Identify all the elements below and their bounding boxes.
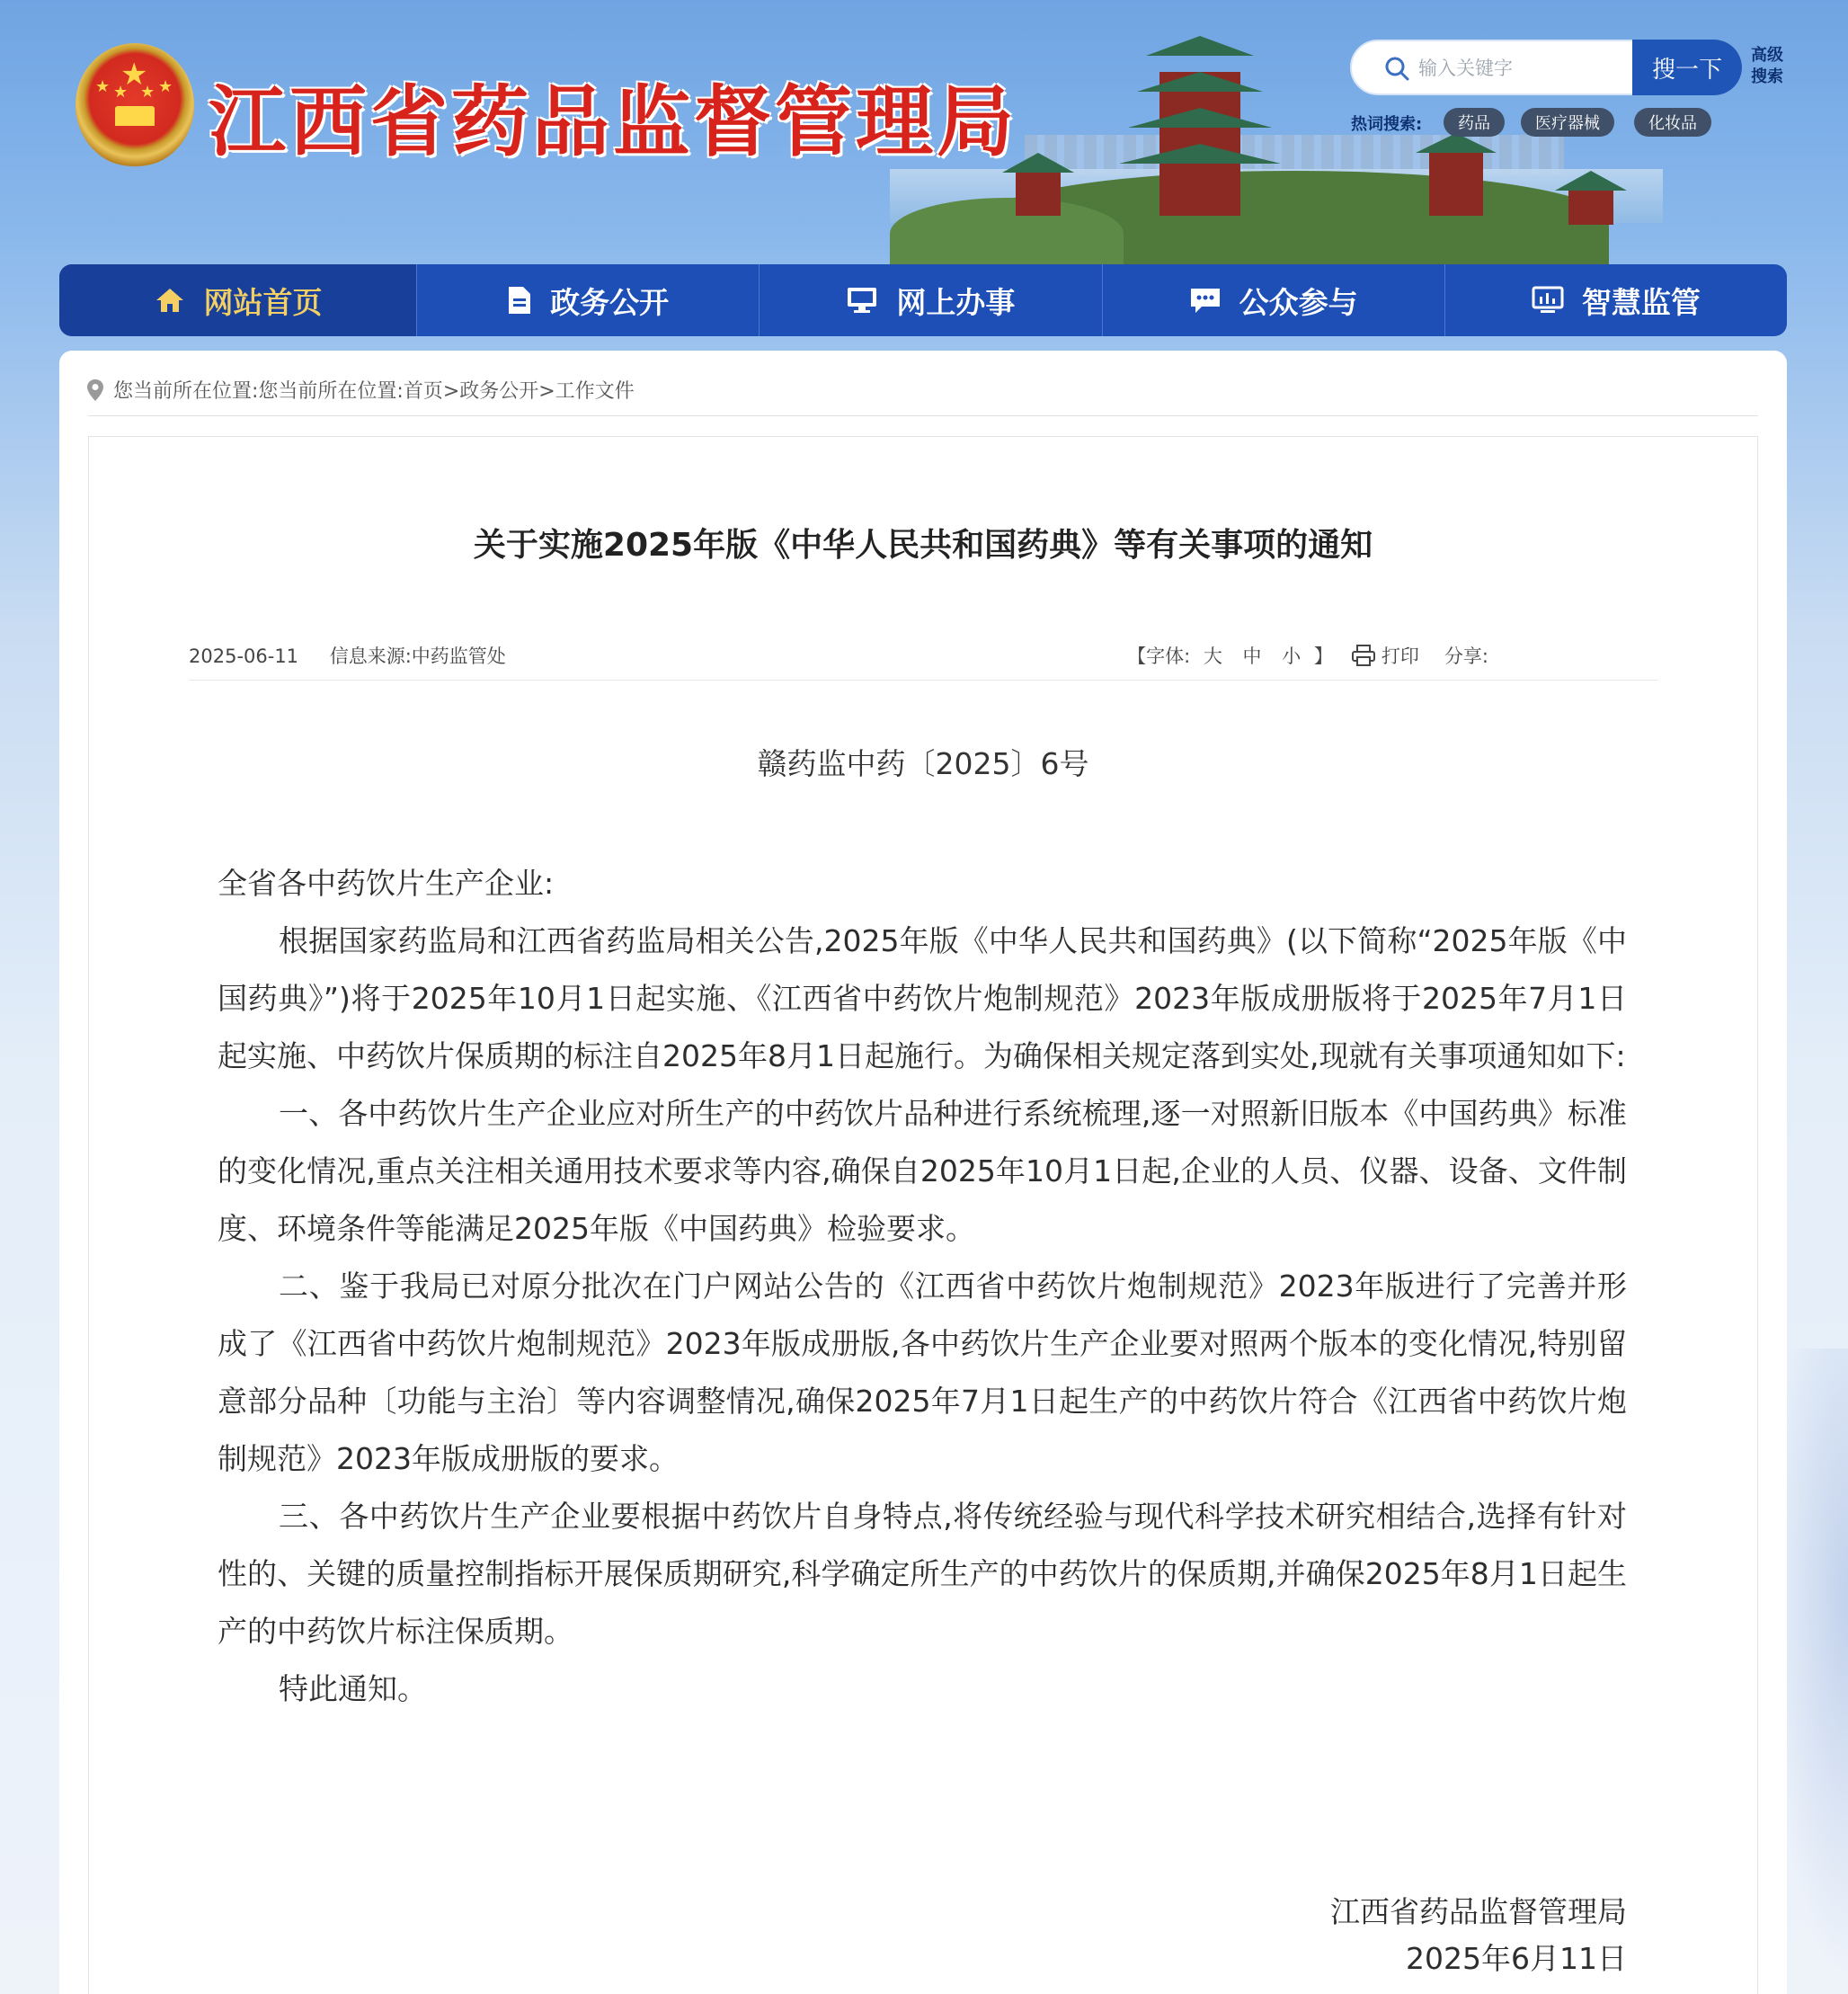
article-meta <box>189 642 1657 678</box>
site-header <box>0 0 1848 265</box>
nav-home[interactable] <box>59 264 417 336</box>
nav-label: 智慧监管 <box>1581 284 1701 320</box>
breadcrumb <box>86 376 635 404</box>
font-size-medium[interactable]: 中 <box>1242 645 1262 667</box>
chat-icon <box>1189 286 1222 315</box>
search-input[interactable] <box>1418 50 1625 86</box>
document-number: 赣药监中药〔2025〕6号 <box>757 746 1089 781</box>
site-title[interactable]: 江西省药品监督管理局 <box>209 77 1017 167</box>
salutation: 全省各中药饮片生产企业: <box>218 866 555 901</box>
paragraph: 二、鉴于我局已对原分批次在门户网站公告的《江西省中药饮片炮制规范》2023年版进行了完善并形成了《江西省中药饮片炮制规范》2023年版成册版,各中药饮片生产企业要对照两个版本的变化情况,特别留意部分品种〔功能与主治〕等内容调整情况,确保2025年7月1日起生产的中药饮片符合《江西省中药饮片炮制规范》2023年版成册版的要求。 <box>218 1269 1627 1476</box>
nav-label: 政务公开 <box>550 284 670 320</box>
paragraph: 三、各中药饮片生产企业要根据中药饮片自身特点,将传统经验与现代科学技术研究相结合,选择有针对性的、关键的质量控制指标开展保质期研究,科学确定所生产的中药饮片的保质期,并确保2025年8月1日起生产的中药饮片标注保质期。 <box>218 1499 1628 1649</box>
nav-label: 网站首页 <box>203 284 323 320</box>
emblem-gate <box>115 106 155 126</box>
font-size-switcher <box>1127 642 1333 669</box>
share-label: 分享: <box>1444 645 1488 667</box>
dashboard-icon <box>1532 286 1564 315</box>
star-icon: ★ <box>113 83 129 102</box>
document-icon <box>507 285 532 316</box>
font-size-large[interactable]: 大 <box>1203 645 1222 667</box>
signature-org: 江西省药品监督管理局 <box>1330 1894 1627 1929</box>
nav-label: 网上办事 <box>896 284 1016 320</box>
nav-public-participation[interactable] <box>1103 264 1445 336</box>
hot-search-label: 热词搜索: <box>1351 115 1423 134</box>
search-button[interactable]: 搜一下 <box>1632 40 1742 95</box>
hot-tag-drugs[interactable]: 药品 <box>1444 108 1505 137</box>
nav-government-affairs[interactable] <box>417 264 760 336</box>
advanced-search-link[interactable]: 高级搜索 <box>1751 46 1783 86</box>
national-emblem-icon <box>76 43 194 167</box>
font-size-small[interactable]: 小 <box>1282 645 1302 667</box>
nav-online-services[interactable] <box>760 264 1102 336</box>
star-icon: ★ <box>140 83 155 102</box>
monitor-icon <box>846 286 878 315</box>
paragraph: 根据国家药监局和江西省药监局相关公告,2025年版《中华人民共和国药典》(以下简称“2025年版《中国药典》”)将于2025年10月1日起实施、《江西省中药饮片炮制规范》2023年版成册版将于2025年7月1日起实施、中药饮片保质期的标注自2025年8月1日起施行。为确保相关规定落到实处,现就有关事项通知如下: <box>218 923 1627 1073</box>
divider <box>189 680 1657 681</box>
hot-tag-medical-devices[interactable]: 医疗器械 <box>1521 108 1614 137</box>
breadcrumb-text[interactable]: 您当前所在位置:您当前所在位置:首页>政务公开>工作文件 <box>113 380 635 403</box>
search-icon <box>1384 56 1409 81</box>
print-label: 打印 <box>1381 645 1419 667</box>
divider <box>88 415 1758 416</box>
hot-tag-cosmetics[interactable]: 化妆品 <box>1634 108 1711 137</box>
printer-icon <box>1351 644 1376 667</box>
star-icon: ★ <box>158 77 173 96</box>
closing-line: 特此通知。 <box>279 1671 427 1706</box>
nav-smart-supervision[interactable] <box>1445 264 1787 336</box>
home-icon <box>154 286 186 315</box>
signature-date: 2025年6月11日 <box>1406 1941 1627 1976</box>
paragraph: 一、各中药饮片生产企业应对所生产的中药饮片品种进行系统梳理,逐一对照新旧版本《中国药典》标准的变化情况,重点关注相关通用技术要求等内容,确保自2025年10月1日起,企业的人员、仪器、设备、文件制度、环境条件等能满足2025年版《中国药典》检验要求。 <box>218 1096 1627 1246</box>
star-icon: ★ <box>120 57 148 93</box>
star-icon: ★ <box>95 77 111 96</box>
font-label-open: 【字体: <box>1127 645 1191 667</box>
location-pin-icon <box>86 378 104 402</box>
signature <box>1330 1889 1627 1982</box>
nav-label: 公众参与 <box>1239 284 1358 320</box>
font-label-close: 】 <box>1313 645 1333 667</box>
article-title: 关于实施2025年版《中华人民共和国药典》等有关事项的通知 <box>473 527 1373 564</box>
info-source: 信息来源:中药监管处 <box>329 645 506 667</box>
publish-date: 2025-06-11 <box>189 645 299 667</box>
main-nav <box>59 264 1787 336</box>
article-body <box>218 855 1627 1718</box>
print-button[interactable] <box>1351 642 1419 669</box>
